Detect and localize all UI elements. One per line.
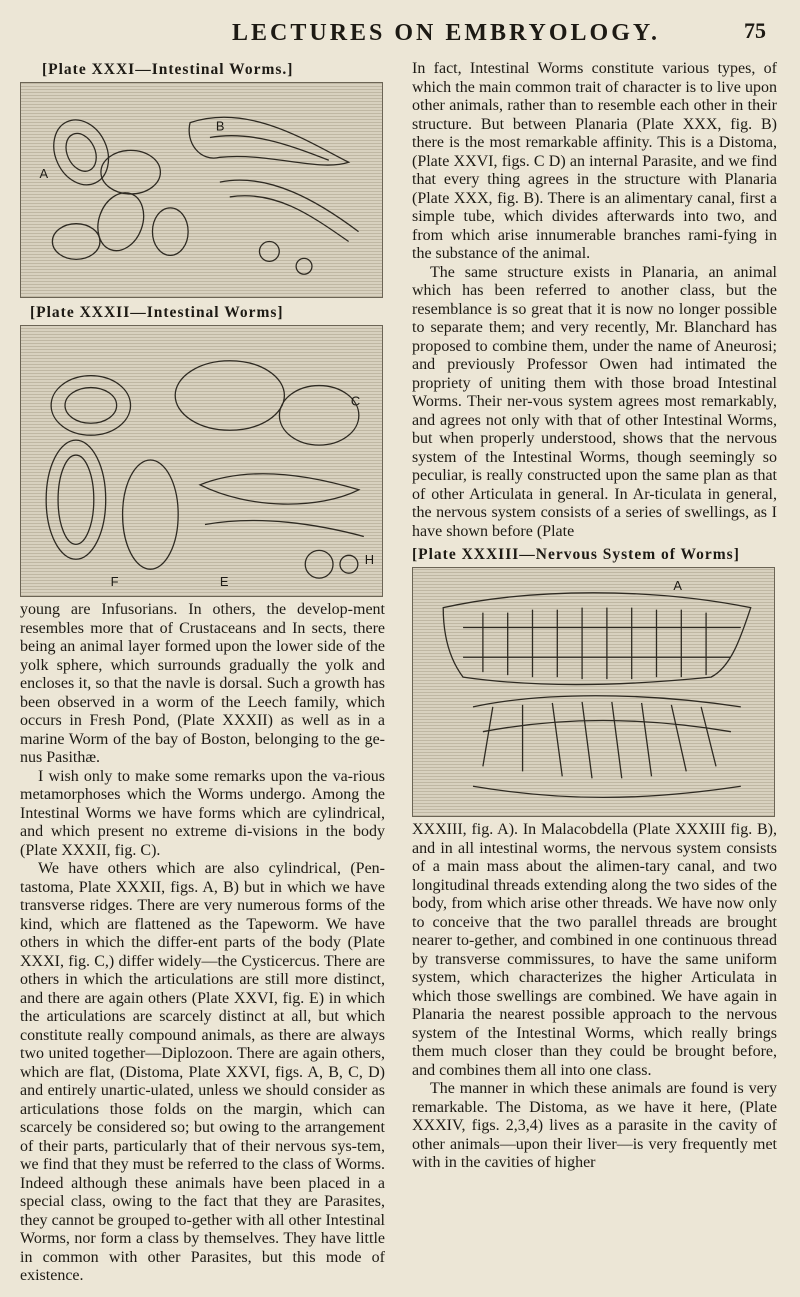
plate-33-caption: [Plate XXXIII—Nervous System of Worms] bbox=[412, 546, 740, 563]
plate-31-label-b: B bbox=[215, 118, 225, 134]
paragraph: We have others which are also cylindrical, (Pen-tastoma, Plate XXXII, figs. A, B) but in which we have transverse ridges. There are very numerous forms of the kind, which are flattened as the Tapeworm. We have others in which the differ-ent parts of the body (Plate XXXI, fig. C,) differ widely—the Cysticercus. There are others in which the articulations are still more distinct, and there are again others (Plate XXVI, fig. E) in which the articulations are scarcely distinct at all, but which constitute really compound animals, as there are always two united together—Diplozoon. There are again others, which are flat, (Distoma, Plate XXVI, figs. A, B, C, D) and entirely unartic-ulated, unless we should consider as articulations those folds on the margin, which can scarcely be considered so; but owing to the arrangement of their parts, particularly that of their nervous sys-tem, we find that they must be referred to the class of Worms. Indeed although these animals have been placed in a special class, owing to the fact that they are Parasites, they cannot be grouped to-gether with all other Intestinal Worms, nor form a class by themselves. They have little in common with other Parasites, but this mode of existence. bbox=[20, 860, 385, 1284]
plate-31-illustration bbox=[20, 82, 383, 298]
plate-31-drawing bbox=[21, 83, 382, 297]
plate-33-drawing bbox=[413, 568, 774, 816]
plate-32-label-f: F bbox=[110, 574, 119, 590]
plate-33-label-a: A bbox=[673, 577, 682, 593]
plate-32-label-c: C bbox=[350, 393, 361, 409]
plate-32-label-h: H bbox=[364, 552, 375, 568]
right-body-text-bottom bbox=[412, 821, 777, 1173]
paragraph: young are Infusorians. In others, the develop-ment resembles more that of Crustaceans and In sects, there being an animal layer formed upon the lower side of the yolk sphere, which surrounds gradually the yolk and encloses it, so that the navle is dorsal. Such a growth has been observed in a worm of the Leech family, which occurs in Fresh Pond, (Plate XXXII) as well as in a marine Worm of the bay of Boston, belonging to the ge-nus Pasithæ. bbox=[20, 601, 385, 766]
running-head bbox=[0, 12, 800, 56]
plate-31-caption: [Plate XXXI—Intestinal Worms.] bbox=[42, 61, 294, 78]
page-number: 75 bbox=[744, 18, 766, 43]
paragraph: I wish only to make some remarks upon the va-rious metamorphoses which the Worms undergo. Among the Intestinal Worms we have forms which are cylindrical, and which present no extreme di-visions in the body (Plate XXXII, fig. C). bbox=[20, 767, 385, 859]
paragraph: The manner in which these animals are found is very remarkable. The Distoma, as we have it here, (Plate XXXIV, figs. 2,3,4) lives as a parasite in the cavity of other animals—upon their liver—is very frequently met with in the cavities of higher bbox=[412, 1080, 777, 1171]
plate-31-label-a: A bbox=[39, 166, 49, 182]
plate-32-caption: [Plate XXXII—Intestinal Worms] bbox=[30, 304, 284, 321]
running-title: LECTURES ON EMBRYOLOGY. bbox=[232, 20, 661, 46]
plate-32-drawing bbox=[21, 326, 382, 596]
plate-33-illustration bbox=[412, 567, 775, 817]
left-column bbox=[20, 60, 385, 1286]
paragraph: In fact, Intestinal Worms constitute various types, of which the main common trait of character is to live upon other animals, rather than to resemble each other in their structure. But between Planaria (Plate XXX, fig. B) there is the most remarkable affinity. This is a Distoma, (Plate XXVI, figs. C D) an internal Parasite, and we find that every thing agrees in the structure with Planaria (Plate XXX, fig. B). There is an alimentary canal, first a simple tube, which divides afterwards into two, and from which arise innumerable branches rami-fying in the substance of the animal. bbox=[412, 60, 777, 262]
left-body-text bbox=[20, 601, 385, 1286]
right-body-text-top bbox=[412, 60, 777, 541]
plate-32-label-e: E bbox=[219, 574, 229, 590]
paragraph: The same structure exists in Planaria, an animal which has been referred to another class, but the resemblance is so great that it is now no longer possible to separate them; and very recently, Mr. Blanchard has proposed to combine them, under the name of Aneurosi; and previously Professor Owen had intimated the propriety of uniting them with those broad Intestinal Worms. Their ner-vous system agrees most remarkably, and agrees not only with that of other Intestinal Worms, but when properly understood, shows that the nervous system of the Intestinal Worms, though seemingly so peculiar, is really constructed upon the same plan as that of other Articulata in general. In Ar-ticulata in general, the nervous system consists of a series of swellings, as I have shown before (Plate bbox=[412, 263, 777, 540]
right-column bbox=[412, 60, 777, 1173]
paragraph: XXXIII, fig. A). In Malacobdella (Plate XXXIII fig. B), and in all intestinal worms, the nervous system consists of a main mass about the alimen-tary canal, and two longitudinal threads extending along the two sides of the body, from which arise other threads. We have now only to conceive that the two parallel threads are brought nearer to-gether, and combined in one continuous thread by transverse commissures, to have the same uniform system, which characterizes the higher Articulata in which those swellings are combined. We have again in Planaria the nearest possible approach to the nervous system of the Intestinal Worms, which really brings them much closer than they could be brought before, and combines them all into one class. bbox=[412, 821, 777, 1079]
plate-32-illustration bbox=[20, 325, 383, 597]
